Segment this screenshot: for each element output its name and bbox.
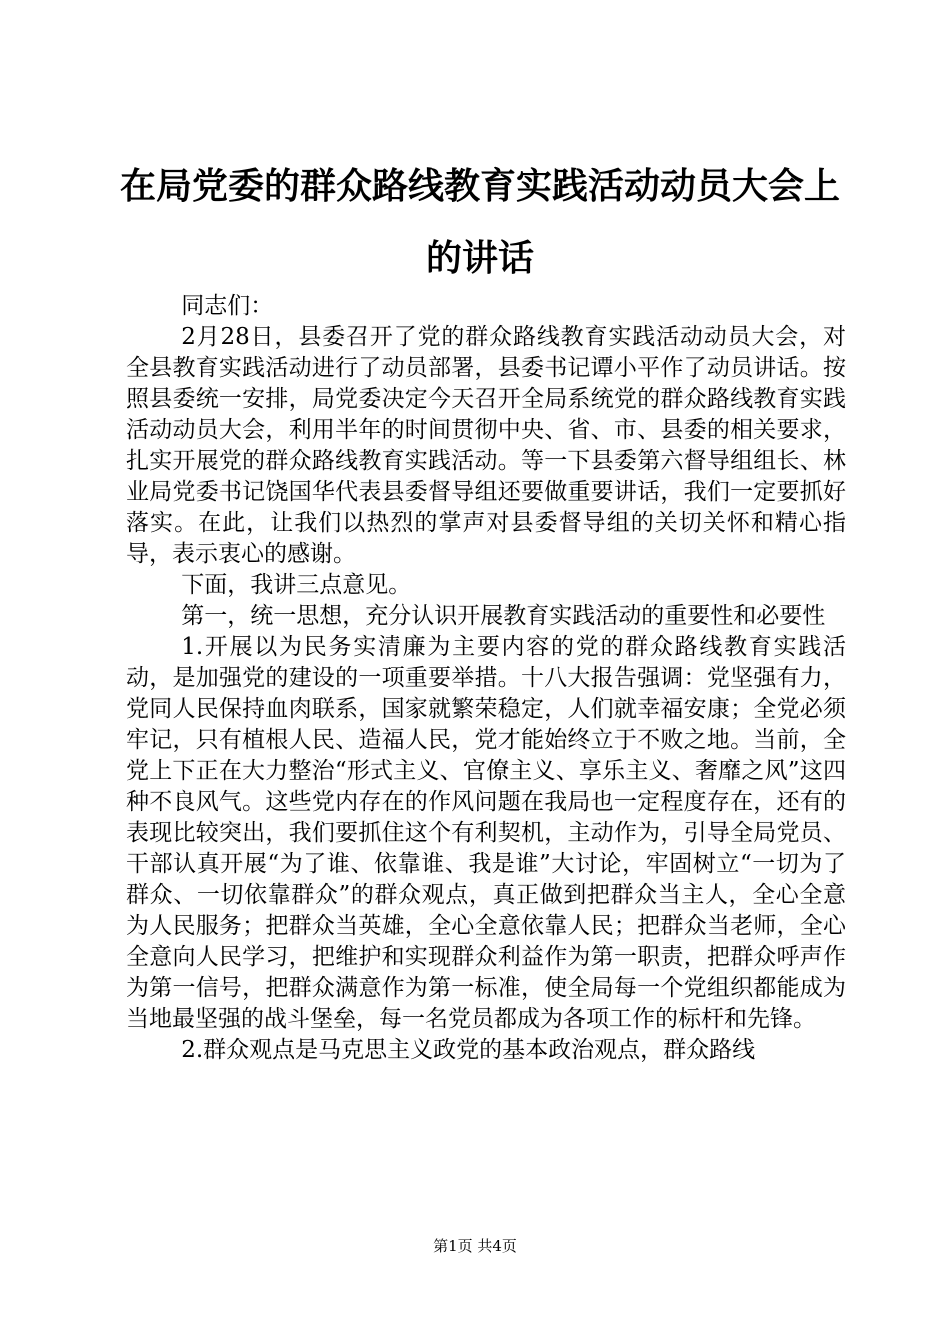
- paragraph-point-2: 2.群众观点是马克思主义政党的基本政治观点，群众路线: [181, 1037, 756, 1063]
- document-title: 在局党委的群众路线教育实践活动动员大会上的讲话: [119, 165, 840, 279]
- paragraph-three-points: 下面，我讲三点意见。: [181, 572, 412, 598]
- paragraph-point-1: 1.开展以为民务实清廉为主要内容的党的群众路线教育实践活动，是加强党的建设的一项重要举措。十八大报告强调：党坚强有力，党同人民保持血肉联系，国家就繁荣稳定，人们就幸福安康；全党必须牢记，只有植根人民、造福人民，党才能始终立于不败之地。当前，全党上下正在大力整治“形式主义、官僚主义、享乐主义、奢靡之风”这四种不良风气。这些党内存在的作风问题在我局也一定程度存在，还有的表现比较突出，我们要抓住这个有利契机，主动作为，引导全局党员、干部认真开展“为了谁、依靠谁、我是谁”大讨论，牢固树立“一切为了群众、一切依靠群众”的群众观点，真正做到把群众当主人，全心全意为人民服务；把群众当英雄，全心全意依靠人民；把群众当老师，全心全意向人民学习，把维护和实现群众利益作为第一职责，把群众呼声作为第一信号，把群众满意作为第一标准，使全局每一个党组织都能成为当地最坚强的战斗堡垒，每一名党员都成为各项工作的标杆和先锋。: [126, 634, 846, 1032]
- paragraph-section-heading: 第一，统一思想，充分认识开展教育实践活动的重要性和必要性: [181, 603, 826, 629]
- document-body: [126, 291, 846, 1066]
- paragraph-intro: 2月28日，县委召开了党的群众路线教育实践活动动员大会，对全县教育实践活动进行了动员部署，县委书记谭小平作了动员讲话。按照县委统一安排，局党委决定今天召开全局系统党的群众路线教育实践活动动员大会，利用半年的时间贯彻中央、省、市、县委的相关要求，扎实开展党的群众路线教育实践活动。等一下县委第六督导组组长、林业局党委书记饶国华代表县委督导组还要做重要讲话，我们一定要抓好落实。在此，让我们以热烈的掌声对县委督导组的关切关怀和精心指导，表示衷心的感谢。: [126, 324, 846, 567]
- paragraph-salutation: 同志们：: [181, 293, 274, 319]
- page-footer: 第1页 共4页: [433, 1237, 517, 1255]
